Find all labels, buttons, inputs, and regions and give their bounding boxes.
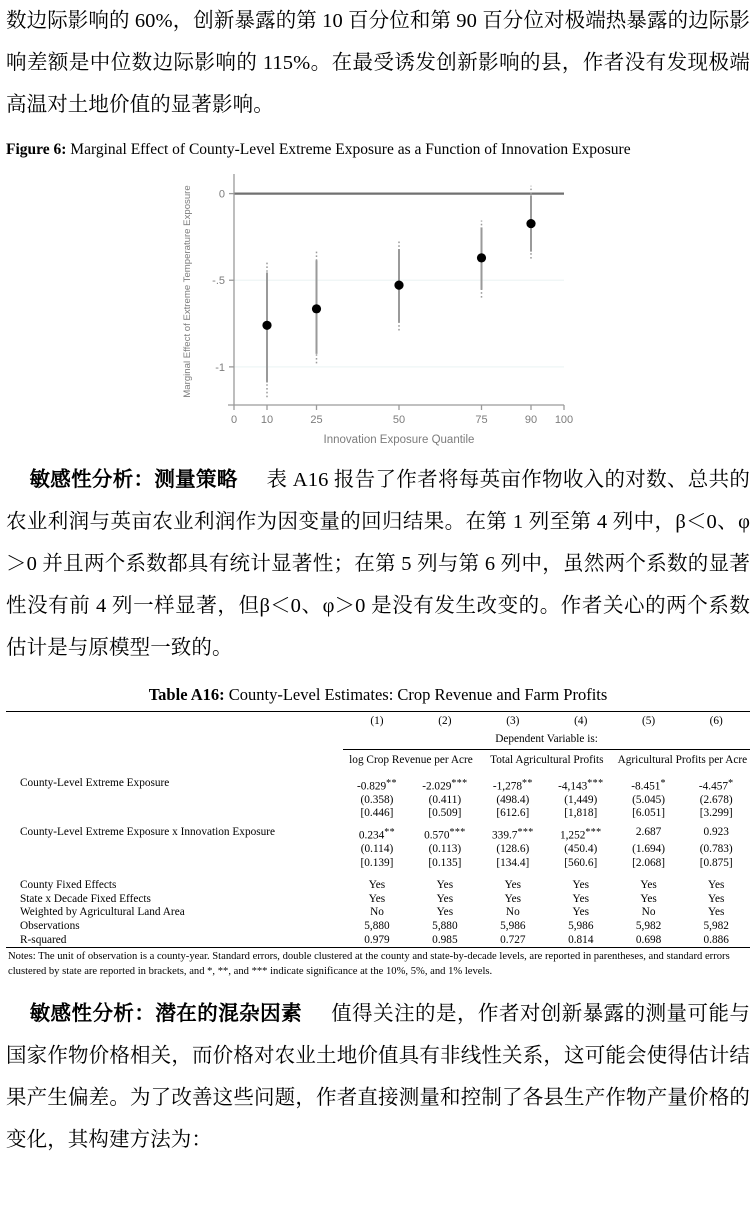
dep-group-1: log Crop Revenue per Acre bbox=[343, 750, 479, 772]
table-spacer-row bbox=[6, 870, 750, 879]
coef-estimate: -4.457* bbox=[698, 777, 734, 793]
coef-se-bracket: [0.446] bbox=[360, 807, 394, 820]
table-row bbox=[6, 794, 750, 808]
summary-cell: 0.814 bbox=[547, 934, 615, 948]
empty-cell bbox=[6, 731, 343, 750]
paragraph-bottom bbox=[6, 993, 750, 1161]
coef-estimate: -2.029*** bbox=[422, 777, 468, 793]
coef-se-paren: (0.358) bbox=[360, 793, 394, 806]
summary-row-label: R-squared bbox=[6, 934, 343, 948]
data-point-50 bbox=[394, 280, 403, 289]
coef-se-paren: (1,449) bbox=[564, 793, 598, 806]
table-row bbox=[6, 857, 750, 871]
summary-cell: 5,880 bbox=[432, 919, 458, 932]
coef-se-bracket: [0.139] bbox=[360, 856, 394, 869]
dependent-variable-row bbox=[6, 731, 750, 750]
paragraph-middle bbox=[6, 459, 750, 669]
summary-cell: Yes bbox=[436, 906, 454, 919]
x-axis-title: Innovation Exposure Quantile bbox=[323, 434, 475, 446]
significance-stars: * bbox=[728, 777, 734, 789]
summary-cell: No bbox=[505, 906, 520, 919]
significance-stars: *** bbox=[585, 826, 602, 838]
summary-cell: Yes bbox=[640, 879, 657, 892]
empty-cell-2 bbox=[6, 750, 343, 772]
column-number-3: (3) bbox=[479, 712, 547, 731]
significance-stars: ** bbox=[386, 777, 397, 789]
summary-row-label: County Fixed Effects bbox=[20, 879, 117, 892]
summary-cell: 0.698 bbox=[615, 934, 683, 948]
significance-stars: *** bbox=[449, 826, 466, 838]
coef-estimate: 0.234** bbox=[358, 826, 396, 842]
paragraph-middle-body: 表 A16 报告了作者将每英亩作物收入的对数、总共的农业利润与英亩农业利润作为因变量的回归结果。在第 1 列至第 4 列中，β＜0、φ＞0 并且两个系数都具有统计显著性；在第 5 列与第 6 列中，虽然两个系数的显著性没有前 4 列一样显著，但β＜0、φ＞0 是没有发生改变的。作者关心的两个系数估计是与原模型一致的。 bbox=[6, 469, 751, 659]
significance-stars: *** bbox=[517, 826, 534, 838]
summary-cell: 5,986 bbox=[568, 919, 594, 932]
table-title bbox=[6, 685, 750, 705]
summary-cell: Yes bbox=[707, 892, 725, 905]
coef-row-label-blank bbox=[6, 807, 343, 821]
corner-cell bbox=[6, 712, 343, 731]
table-title-text: County-Level Estimates: Crop Revenue and Farm Profits bbox=[228, 685, 608, 704]
coef-se-bracket: [134.4] bbox=[496, 856, 530, 869]
coef-se-paren: (0.114) bbox=[360, 842, 394, 855]
summary-cell: Yes bbox=[707, 906, 725, 919]
coef-se-bracket: [612.6] bbox=[496, 807, 530, 820]
coef-se-bracket: [6.051] bbox=[632, 807, 666, 820]
x-tick-label-3: 50 bbox=[392, 414, 406, 426]
x-tick-label-4: 75 bbox=[475, 414, 488, 426]
coef-row-label: County-Level Extreme Exposure x Innovation Exposure bbox=[20, 825, 276, 838]
summary-cell: 0.886 bbox=[682, 934, 750, 948]
figure-caption-text: Marginal Effect of County-Level Extreme Exposure as a Function of Innovation Exposure bbox=[70, 141, 631, 158]
significance-stars: * bbox=[660, 777, 666, 789]
coef-estimate: 0.923 bbox=[703, 825, 729, 838]
column-number-2: (2) bbox=[411, 712, 479, 731]
figure-container bbox=[6, 164, 750, 449]
coef-se-bracket: [0.875] bbox=[699, 856, 733, 869]
table-a16 bbox=[6, 711, 750, 948]
column-number-row bbox=[6, 712, 750, 731]
coef-estimate: 339.7*** bbox=[492, 826, 534, 842]
summary-cell: Yes bbox=[572, 892, 589, 905]
coef-se-paren: (0.783) bbox=[699, 842, 733, 855]
table-row bbox=[6, 807, 750, 821]
summary-cell: Yes bbox=[368, 892, 386, 905]
table-row bbox=[6, 893, 750, 907]
coef-se-paren: (2.678) bbox=[699, 793, 733, 806]
summary-cell: Yes bbox=[504, 892, 522, 905]
summary-row-label: Observations bbox=[20, 919, 80, 932]
coef-se-paren: (5.045) bbox=[632, 793, 666, 806]
y-tick-label-1: -.5 bbox=[212, 275, 225, 288]
coef-se-bracket: [560.6] bbox=[564, 856, 598, 869]
coef-estimate: 1,252*** bbox=[559, 826, 602, 842]
coef-se-bracket: [0.509] bbox=[428, 807, 462, 820]
summary-cell: 5,986 bbox=[500, 919, 526, 932]
coef-se-bracket: [2.068] bbox=[632, 856, 666, 869]
summary-cell: 0.985 bbox=[411, 934, 479, 948]
summary-row-label: Weighted by Agricultural Land Area bbox=[20, 906, 185, 919]
table-row bbox=[6, 821, 750, 843]
table-label: Table A16: bbox=[148, 685, 225, 704]
coef-se-bracket: [0.135] bbox=[428, 856, 462, 869]
x-tick-label-1: 10 bbox=[260, 414, 274, 426]
table-row bbox=[6, 772, 750, 794]
paragraph-top: 数边际影响的 60%，创新暴露的第 10 百分位和第 90 百分位对极端热暴露的边际影响差额是中位数边际影响的 115%。在最受诱发创新影响的县，作者没有发现极端高温对土地价值的显著影响。 bbox=[6, 10, 750, 116]
y-tick-label-0: 0 bbox=[218, 188, 225, 201]
table-row bbox=[6, 879, 750, 893]
column-number-6: (6) bbox=[682, 712, 750, 731]
summary-cell: Yes bbox=[707, 879, 725, 892]
figure-label: Figure 6: bbox=[6, 141, 67, 158]
coef-estimate: 2.687 bbox=[635, 825, 662, 838]
coef-se-paren: (450.4) bbox=[564, 842, 598, 855]
summary-cell: No bbox=[370, 906, 384, 919]
coef-estimate: -4,143*** bbox=[558, 777, 604, 793]
coef-row-label-blank bbox=[6, 794, 343, 808]
coef-row-label-blank bbox=[6, 843, 343, 857]
table-head bbox=[6, 712, 750, 772]
marginal-effect-chart bbox=[178, 164, 578, 449]
coef-se-paren: (1.694) bbox=[632, 842, 666, 855]
summary-cell: Yes bbox=[436, 892, 454, 905]
summary-cell: 0.727 bbox=[479, 934, 547, 948]
coef-estimate: -0.829** bbox=[356, 777, 397, 793]
table-row bbox=[6, 906, 750, 920]
column-number-5: (5) bbox=[615, 712, 683, 731]
coef-se-paren: (128.6) bbox=[496, 842, 530, 855]
table-body-summary bbox=[6, 870, 750, 947]
data-point-25 bbox=[312, 304, 321, 313]
dep-group-3: Agricultural Profits per Acre bbox=[615, 750, 750, 772]
significance-stars: *** bbox=[587, 777, 604, 789]
table-row bbox=[6, 920, 750, 934]
figure-caption bbox=[6, 140, 750, 160]
coef-estimate: -1,278** bbox=[492, 777, 533, 793]
paragraph-bottom-body: 值得关注的是，作者对创新暴露的测量可能与国家作物价格相关，而价格对农业土地价值具有非线性关系，这可能会使得估计结果产生偏差。为了改善这些问题，作者直接测量和控制了各县生产作物产量价格的变化，其构建方法为： bbox=[6, 1003, 750, 1152]
table-spacer-cell bbox=[6, 870, 750, 879]
table-row bbox=[6, 843, 750, 857]
summary-cell: 5,982 bbox=[635, 919, 662, 932]
coef-row-label: County-Level Extreme Exposure bbox=[20, 776, 170, 789]
summary-cell: Yes bbox=[436, 879, 454, 892]
summary-cell: 5,880 bbox=[364, 919, 390, 932]
data-point-10 bbox=[262, 321, 271, 330]
column-number-1: (1) bbox=[343, 712, 411, 731]
y-axis-title: Marginal Effect of Extreme Temperature Exposure bbox=[182, 185, 193, 398]
summary-cell: Yes bbox=[368, 879, 386, 892]
summary-cell: 0.979 bbox=[343, 934, 411, 948]
coef-se-bracket: [3.299] bbox=[699, 807, 733, 820]
x-tick-label-0: 0 bbox=[230, 414, 238, 426]
paragraph-middle-lead: 敏感性分析：测量策略 bbox=[29, 469, 238, 491]
coef-se-paren: (0.113) bbox=[428, 842, 462, 855]
coef-row-label-blank bbox=[6, 857, 343, 871]
significance-stars: *** bbox=[451, 777, 468, 789]
coef-se-bracket: [1,818] bbox=[564, 807, 598, 820]
coef-estimate: -8.451* bbox=[631, 777, 666, 793]
x-tick-label-2: 25 bbox=[310, 414, 323, 426]
dep-group-2: Total Agricultural Profits bbox=[479, 750, 615, 772]
coef-se-paren: (0.411) bbox=[428, 793, 462, 806]
data-point-75 bbox=[477, 253, 486, 262]
y-tick-label-2: -1 bbox=[215, 361, 225, 374]
table-notes: Notes: The unit of observation is a county-year. Standard errors, double clustered at the county and state-by-decade levels, are reported in parentheses, and standard errors clustered by state are reported in brackets, and *, **, and *** indicate significance at the 10%, 5%, and 1% levels. bbox=[8, 951, 730, 977]
coef-estimate: 0.570*** bbox=[424, 826, 466, 842]
column-number-4: (4) bbox=[547, 712, 615, 731]
summary-cell: 5,982 bbox=[703, 919, 729, 932]
summary-cell: Yes bbox=[572, 906, 589, 919]
coef-se-paren: (498.4) bbox=[496, 793, 530, 806]
dependent-variable-header: Dependent Variable is: bbox=[495, 732, 598, 745]
table-body-coefficients bbox=[6, 772, 750, 871]
dependent-group-row bbox=[6, 750, 750, 772]
summary-cell: No bbox=[641, 906, 656, 919]
summary-row-label: State x Decade Fixed Effects bbox=[20, 892, 151, 905]
table-row bbox=[6, 934, 750, 948]
summary-cell: Yes bbox=[640, 892, 657, 905]
significance-stars: ** bbox=[384, 826, 396, 838]
paragraph-bottom-lead: 敏感性分析：潜在的混杂因素 bbox=[29, 1003, 303, 1026]
x-tick-label-6: 100 bbox=[554, 414, 574, 426]
x-tick-label-5: 90 bbox=[524, 414, 538, 426]
summary-cell: Yes bbox=[504, 879, 522, 892]
data-point-90 bbox=[526, 219, 535, 228]
significance-stars: ** bbox=[522, 777, 533, 789]
summary-cell: Yes bbox=[572, 879, 589, 892]
